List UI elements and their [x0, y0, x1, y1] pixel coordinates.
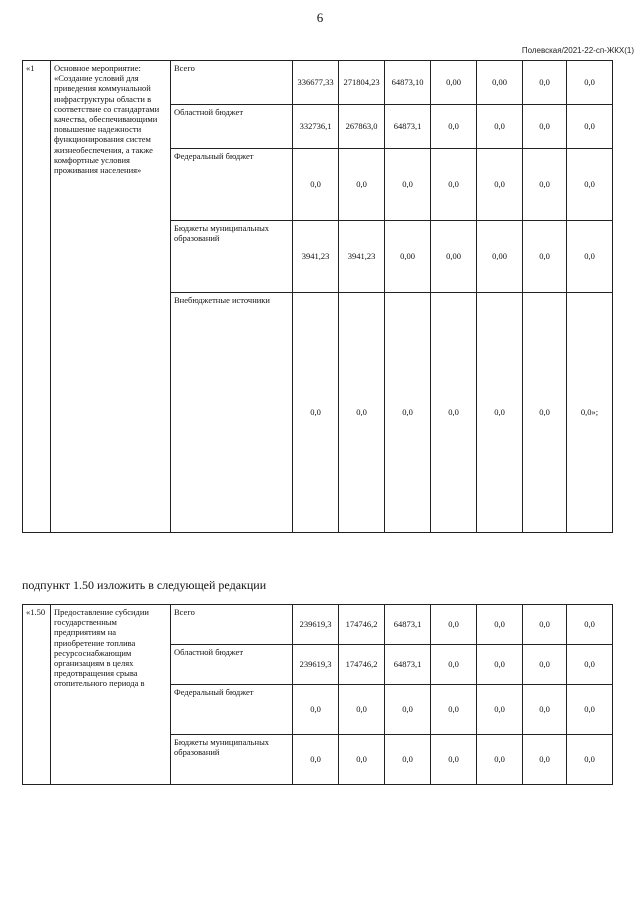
funding-value: 0,0: [523, 149, 567, 221]
funding-value: 0,0: [567, 605, 613, 645]
funding-value: 336677,33: [293, 61, 339, 105]
funding-value: 0,0: [567, 645, 613, 685]
funding-value: 3941,23: [339, 221, 385, 293]
funding-value: 0,0: [523, 221, 567, 293]
funding-value: 239619,3: [293, 605, 339, 645]
funding-value: 0,0: [523, 105, 567, 149]
funding-value: 0,0: [567, 149, 613, 221]
page-number: 6: [316, 10, 324, 25]
item-number: «1: [23, 61, 51, 533]
funding-value: 0,0: [431, 293, 477, 533]
funding-value: 0,0: [431, 735, 477, 785]
funding-value: 64873,1: [385, 605, 431, 645]
funding-source: Всего: [171, 61, 293, 105]
funding-value: 0,0: [477, 685, 523, 735]
funding-value: 239619,3: [293, 645, 339, 685]
document-id: Полевская/2021-22-сп-ЖКХ(1): [521, 46, 634, 55]
funding-value: 0,0: [567, 735, 613, 785]
funding-value: 0,0»;: [567, 293, 613, 533]
funding-value: 0,0: [293, 685, 339, 735]
program-table-2: [22, 604, 612, 785]
funding-source: Бюджеты муниципальных образований: [171, 221, 293, 293]
funding-value: 0,0: [431, 645, 477, 685]
funding-value: 0,0: [523, 735, 567, 785]
funding-source: Федеральный бюджет: [171, 149, 293, 221]
funding-value: 0,0: [339, 293, 385, 533]
funding-value: 0,0: [523, 61, 567, 105]
funding-value: 64873,10: [385, 61, 431, 105]
funding-value: 0,0: [567, 221, 613, 293]
funding-value: 0,00: [431, 61, 477, 105]
funding-value: 0,00: [385, 221, 431, 293]
funding-value: 0,0: [567, 685, 613, 735]
funding-value: 0,0: [477, 645, 523, 685]
funding-value: 3941,23: [293, 221, 339, 293]
table-row: [23, 61, 613, 105]
funding-value: 0,0: [477, 293, 523, 533]
measure-title: Основное мероприятие: «Создание условий для приведения коммунальной инфраструктуры области в соответствие со стандартами качества, обеспечивающими повышение надежности функционирования систем жизнеобеспечения, а также комфортные условия проживания населения»: [51, 61, 171, 533]
funding-value: 0,0: [477, 605, 523, 645]
funding-value: 0,0: [523, 645, 567, 685]
funding-source: Областной бюджет: [171, 645, 293, 685]
funding-value: 0,0: [339, 735, 385, 785]
funding-value: 0,0: [339, 685, 385, 735]
table-row: [23, 605, 613, 645]
funding-value: 0,0: [385, 685, 431, 735]
funding-value: 0,0: [477, 735, 523, 785]
funding-value: 0,0: [567, 61, 613, 105]
funding-value: 0,0: [385, 293, 431, 533]
funding-source: Областной бюджет: [171, 105, 293, 149]
funding-value: 0,0: [431, 149, 477, 221]
funding-value: 332736,1: [293, 105, 339, 149]
program-table-1: [22, 60, 612, 533]
funding-value: 0,0: [523, 293, 567, 533]
funding-source: Федеральный бюджет: [171, 685, 293, 735]
funding-value: 0,0: [431, 685, 477, 735]
funding-value: 174746,2: [339, 605, 385, 645]
funding-value: 0,00: [477, 221, 523, 293]
table-2-body: [23, 605, 613, 785]
funding-value: 64873,1: [385, 645, 431, 685]
table-1-body: [23, 61, 613, 533]
funding-value: 0,0: [431, 105, 477, 149]
funding-value: 0,0: [293, 735, 339, 785]
funding-value: 0,0: [385, 149, 431, 221]
funding-value: 0,0: [477, 105, 523, 149]
funding-value: 0,0: [293, 293, 339, 533]
funding-value: 0,0: [477, 149, 523, 221]
funding-value: 0,0: [523, 685, 567, 735]
funding-value: 0,0: [523, 605, 567, 645]
funding-source: Всего: [171, 605, 293, 645]
funding-table-1: [22, 60, 613, 533]
funding-value: 64873,1: [385, 105, 431, 149]
funding-value: 0,0: [567, 105, 613, 149]
measure-title: Предоставление субсидии государственным предприятиям на приобретение топлива ресурсоснабжающим организациям в целях предотвращения срыва отопительного периода в: [51, 605, 171, 785]
funding-value: 267863,0: [339, 105, 385, 149]
funding-source: Внебюджетные источники: [171, 293, 293, 533]
funding-value: 0,0: [293, 149, 339, 221]
funding-source: Бюджеты муниципальных образований: [171, 735, 293, 785]
funding-value: 0,00: [431, 221, 477, 293]
amendment-instruction: подпункт 1.50 изложить в следующей редакции: [22, 578, 267, 592]
item-number: «1.50: [23, 605, 51, 785]
funding-table-2: [22, 604, 613, 785]
funding-value: 271804,23: [339, 61, 385, 105]
funding-value: 0,0: [385, 735, 431, 785]
funding-value: 0,0: [431, 605, 477, 645]
funding-value: 174746,2: [339, 645, 385, 685]
funding-value: 0,00: [477, 61, 523, 105]
funding-value: 0,0: [339, 149, 385, 221]
